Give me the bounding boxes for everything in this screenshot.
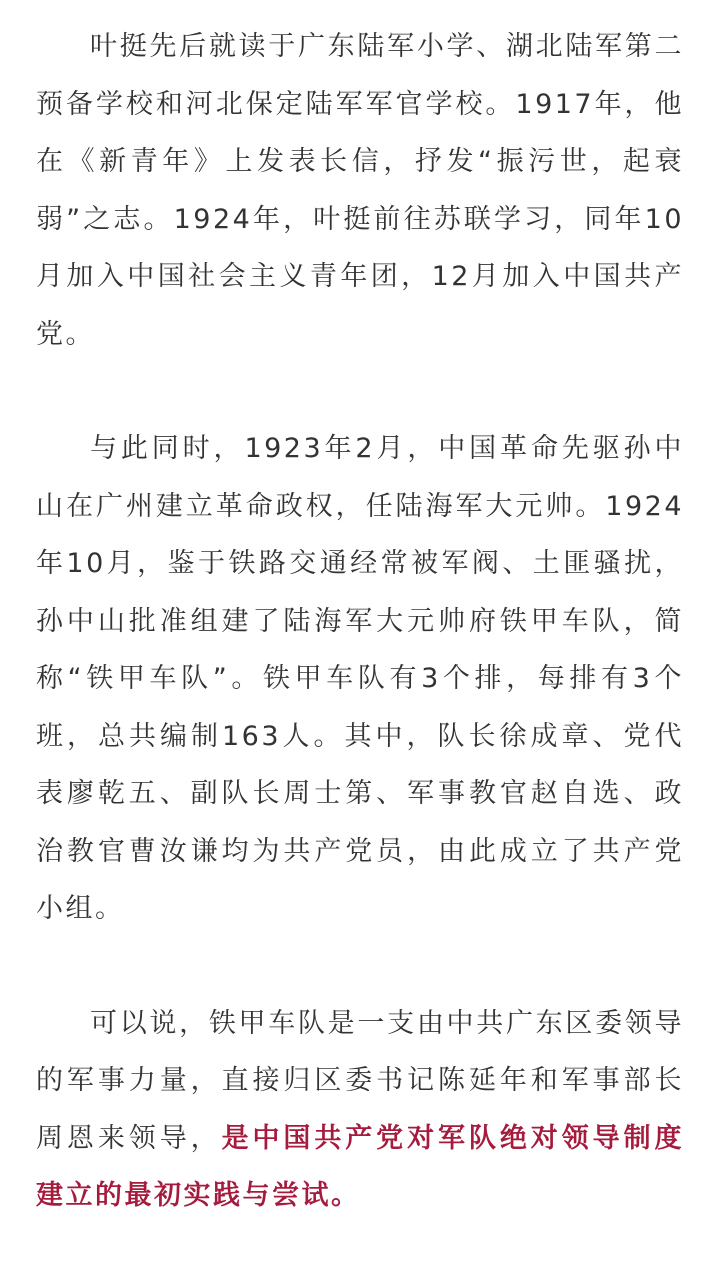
paragraph-ye-ting-education — [36, 18, 684, 363]
paragraph-party-leadership — [36, 995, 684, 1225]
paragraph-armored-car-unit — [36, 420, 684, 938]
article-body — [36, 18, 684, 1225]
paragraph-text: 叶挺先后就读于广东陆军小学、湖北陆军第二预备学校和河北保定陆军军官学校。1917年，他在《新青年》上发表长信，抒发“振污世，起衰弱”之志。1924年，叶挺前往苏联学习，同年10月加入中国社会主义青年团，12月加入中国共产党。 — [36, 31, 684, 350]
paragraph-text: 可以说，铁甲车队是一支由中共广东区委领导的军事力量，直接归区委书记陈延年和军事部长周恩来领导， — [36, 1007, 684, 1154]
paragraph-text: 与此同时，1923年2月，中国革命先驱孙中山在广州建立革命政权，任陆海军大元帅。1924年10月，鉴于铁路交通经常被军阀、土匪骚扰，孙中山批准组建了陆海军大元帅府铁甲车队，简称“铁甲车队”。铁甲车队有3个排，每排有3个班，总共编制163人。其中，队长徐成章、党代表廖乾五、副队长周士第、军事教官赵自选、政治教官曹汝谦均为共产党员，由此成立了共产党小组。 — [36, 433, 684, 924]
highlighted-conclusion: 是中国共产党对军队绝对领导制度建立的最初实践与尝试。 — [36, 1122, 685, 1211]
